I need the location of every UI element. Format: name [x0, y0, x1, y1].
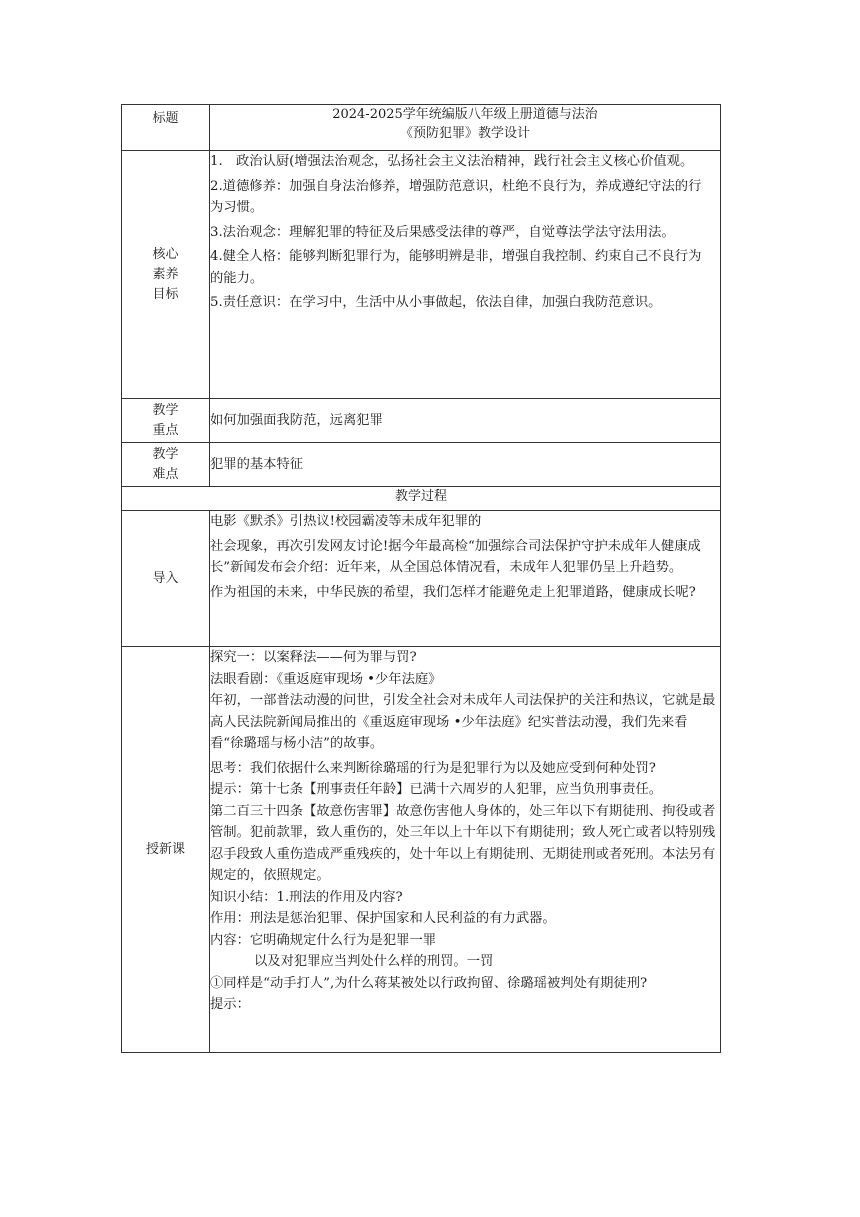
intro-paragraph: 电影《默杀》引热议!校园霸凌等未成年犯罪的 [210, 514, 482, 529]
intro-paragraph: 作为祖国的未来，中华民族的希望，我们怎样才能避免走上犯罪道路，健康成长呢? [210, 584, 696, 600]
difficult-point-label: 教学 难点 [122, 443, 210, 487]
goal-item: 的能力。 [210, 270, 264, 286]
goal-item: 2.道德修养：加强自身法治修养，增强防范意识，杜绝不良行为，养成遵纪守法的行 [210, 178, 702, 194]
core-goals-row [122, 151, 721, 399]
process-header: 教学过程 [122, 487, 721, 511]
lesson-line: 法眼看剧：《重返庭审现场 •少年法庭》 [210, 671, 442, 687]
intro-label: 导入 [122, 511, 210, 647]
intro-content [210, 511, 721, 647]
lesson-line: 内容：它明确规定什么行为是犯罪一罪 [210, 932, 437, 948]
goal-item: 3.法治观念：理解犯罪的特征及后果感受法律的尊严，自觉尊法学法守法用法。 [210, 224, 675, 240]
core-goals-content [210, 151, 721, 399]
lesson-line: 以及对犯罪应当判处什么样的刑罚。一罚 [254, 954, 494, 969]
new-lesson-label: 授新课 [122, 647, 210, 1053]
lesson-plan-table [121, 104, 721, 1053]
difficult-point-row [122, 443, 721, 487]
lesson-line: 提示： [210, 997, 250, 1012]
new-lesson-content [210, 647, 721, 1053]
title-cell [210, 105, 721, 151]
document-title: 2024-2025学年统编版八年级上册道德与法治 [332, 107, 598, 122]
lesson-line: 作用：刑法是惩治犯罪、保护国家和人民利益的有力武器。 [210, 911, 556, 926]
key-point-label: 教学 重点 [122, 399, 210, 443]
key-point-content: 如何加强面我防范，远离犯罪 [210, 399, 721, 443]
lesson-line: 第二百三十四条【故意伤害罪】故意伤害他人身体的，处三年以下有期徒刑、拘役或者管制。犯前款罪，致人重伤的，处三年以上十年以下有期徒刑；致人死亡或者以特别残忍手段致人重伤造成严重残疾的，处十年以上有期徒刑、无期徒刑或者死刑。本法另有规定的，依照规定。 [210, 803, 716, 883]
goal-item: 1. 政治认厨(增强法治观念，弘扬社会主义法治精神，践行社会主义核心价值观。 [210, 154, 694, 169]
intro-paragraph: 社会现象，再次引发网友讨论!据今年最高检“加强综合司法保护守护未成年人健康成长”新闻发布会介绍：近年来，从全国总体情况看，未成年人犯罪仍呈上升趋势。 [210, 538, 701, 575]
goal-item: 为习惯。 [210, 200, 264, 215]
document-subtitle: 《预防犯罪》教学设计 [399, 126, 530, 141]
process-header-row [122, 487, 721, 511]
title-label: 标题 [122, 105, 210, 151]
lesson-line: 知识小结：1.刑法的作用及内容? [210, 889, 403, 905]
lesson-line: 提示：第十七条【刑事责任年龄】已满十六周岁的人犯罪，应当负刑事责任。 [210, 782, 663, 797]
intro-row [122, 511, 721, 647]
lesson-line: 思考：我们依据什么来判断徐璐瑶的行为是犯罪行为以及她应受到何种处罚? [210, 760, 656, 776]
core-goals-label: 核心 素养 目标 [122, 151, 210, 399]
lesson-line: 年初，一部普法动漫的问世，引发全社会对未成年人司法保护的关注和热议，它就是最高人民法院新闻局推出的《重返庭审现场 •少年法庭》纪实普法动漫，我们先来看看“徐璐瑶与杨小洁”的故事。 [210, 693, 716, 751]
difficult-point-content: 犯罪的基本特征 [210, 443, 721, 487]
goal-item: 5.责任意识：在学习中，生活中从小事做起，依法自律，加强白我防范意识。 [210, 295, 662, 310]
key-point-row [122, 399, 721, 443]
lesson-line: ①同样是“动手打人”,为什么蒋某被处以行政拘留、徐璐瑶被判处有期徒刑? [210, 975, 648, 991]
lesson-line: 探究一：以案释法——何为罪与罚? [210, 650, 417, 665]
goal-item: 4.健全人格：能够判断犯罪行为，能够明辨是非，增强自我控制、约束自己不良行为 [210, 249, 702, 264]
new-lesson-row [122, 647, 721, 1053]
title-row [122, 105, 721, 151]
